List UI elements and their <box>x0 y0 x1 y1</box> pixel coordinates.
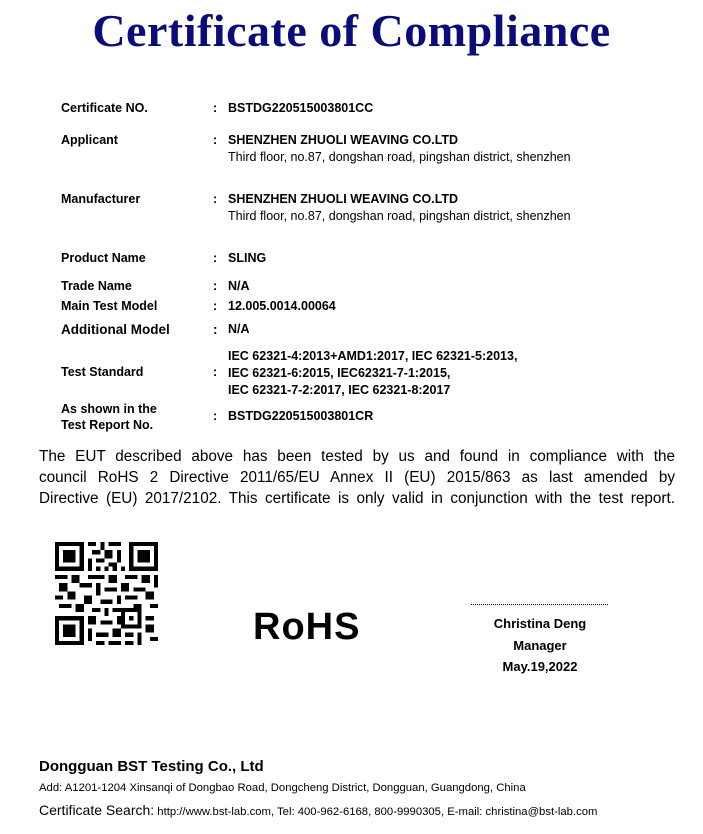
colon: : <box>213 192 218 206</box>
issuer-address: Add: A1201-1204 Xinsanqi of Dongbao Road, Dongcheng District, Dongguan, Guangdong, China <box>39 782 526 794</box>
test-standard-list <box>228 348 517 399</box>
field-label: Test Standard <box>61 365 144 379</box>
test-standard-line: IEC 62321-7-2:2017, IEC 62321-8:2017 <box>228 383 451 397</box>
colon: : <box>213 322 218 337</box>
statement-line: Directive (EU) 2017/2102. This certificate is only valid in conjunction with the test report. <box>39 490 675 507</box>
statement-line: council RoHS 2 Directive 2011/65/EU Annex II (EU) 2015/863 as last amended by <box>39 469 675 486</box>
field-label: Product Name <box>61 251 146 265</box>
colon: : <box>213 133 218 147</box>
field-label: Manufacturer <box>61 192 141 206</box>
test-standard-line: IEC 62321-4:2013+AMD1:2017, IEC 62321-5:2013, <box>228 349 518 363</box>
field-label-line: Test Report No. <box>61 418 154 432</box>
field-value: 12.005.0014.00064 <box>228 299 336 313</box>
field-value: SLING <box>228 251 267 265</box>
field-value: BSTDG220515003801CR <box>228 409 374 423</box>
field-value: N/A <box>228 322 250 336</box>
colon: : <box>213 279 218 293</box>
field-address: Third floor, no.87, dongshan road, pingshan district, shenzhen <box>228 209 571 223</box>
field-value: N/A <box>228 279 250 293</box>
colon: : <box>213 409 218 423</box>
signatory-name: Christina Deng <box>493 616 587 631</box>
certificate-title: Certificate of Compliance <box>92 5 611 56</box>
test-standard-line: IEC 62321-6:2015, IEC62321-7-1:2015, <box>228 366 451 380</box>
rohs-logo: RoHS <box>253 606 361 648</box>
field-label <box>61 401 211 433</box>
statement-line: The EUT described above has been tested by us and found in compliance with the <box>39 448 675 465</box>
field-label-line: As shown in the <box>61 402 157 416</box>
field-value: SHENZHEN ZHUOLI WEAVING CO.LTD <box>228 133 459 147</box>
colon: : <box>213 251 218 265</box>
field-label: Additional Model <box>61 322 170 337</box>
field-label: Trade Name <box>61 279 132 293</box>
issue-date: May.19,2022 <box>502 659 578 674</box>
field-label: Applicant <box>61 133 118 147</box>
field-address: Third floor, no.87, dongshan road, pingshan district, shenzhen <box>228 150 571 164</box>
colon: : <box>213 101 218 115</box>
colon: : <box>213 299 218 313</box>
field-value: SHENZHEN ZHUOLI WEAVING CO.LTD <box>228 192 459 206</box>
contact-details: http://www.bst-lab.com, Tel: 400-962-6168, 800-9990305, E-mail: christina@bst-lab.com <box>154 806 598 818</box>
issuer-company: Dongguan BST Testing Co., Ltd <box>39 758 264 775</box>
field-value: BSTDG220515003801CC <box>228 101 374 115</box>
colon: : <box>213 365 218 379</box>
signature-line <box>471 604 608 605</box>
compliance-statement <box>39 446 675 509</box>
field-label: Main Test Model <box>61 299 158 313</box>
signatory-title: Manager <box>513 638 567 653</box>
certificate-search <box>39 802 597 818</box>
field-label: Certificate NO. <box>61 101 148 115</box>
qr-code <box>54 542 159 645</box>
search-label: Certificate Search: <box>39 802 155 818</box>
